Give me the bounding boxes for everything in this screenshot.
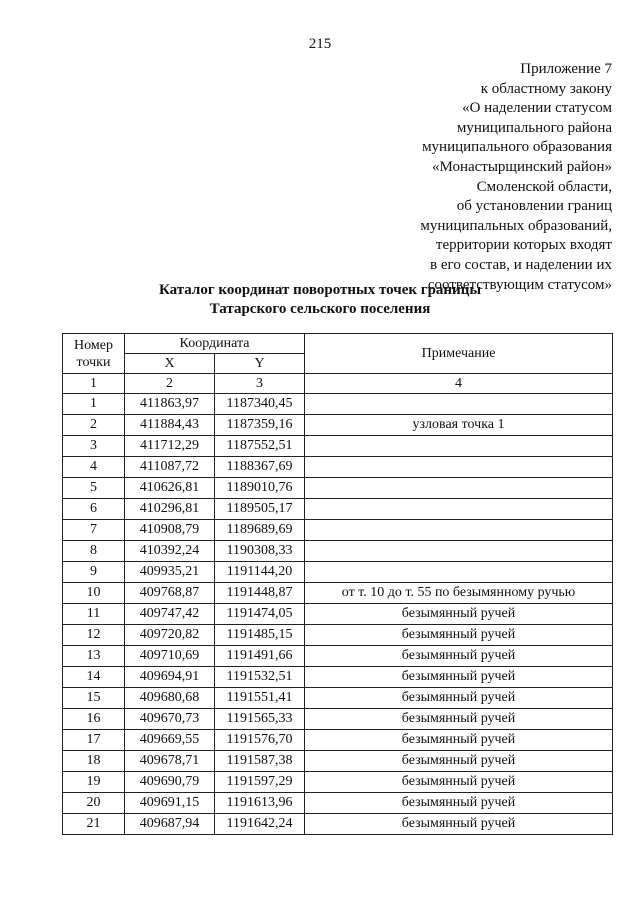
x-coordinate-cell: 410296,81	[125, 499, 215, 520]
point-number-cell: 15	[63, 688, 125, 709]
table-row	[63, 520, 613, 541]
table-row	[63, 730, 613, 751]
x-coordinate-cell: 410626,81	[125, 478, 215, 499]
y-coordinate-cell: 1189689,69	[215, 520, 305, 541]
point-number-cell: 2	[63, 415, 125, 436]
point-number-cell: 6	[63, 499, 125, 520]
note-cell	[305, 520, 613, 541]
note-cell: безымянный ручей	[305, 625, 613, 646]
point-number-cell: 21	[63, 814, 125, 835]
appendix-line: к областному закону	[480, 80, 612, 97]
note-cell	[305, 562, 613, 583]
x-coordinate-cell: 411863,97	[125, 394, 215, 415]
note-cell: безымянный ручей	[305, 709, 613, 730]
note-cell: безымянный ручей	[305, 793, 613, 814]
table-row	[63, 709, 613, 730]
point-number-cell: 3	[63, 436, 125, 457]
table-row	[63, 793, 613, 814]
note-cell: безымянный ручей	[305, 646, 613, 667]
y-coordinate-cell: 1191551,41	[215, 688, 305, 709]
y-coordinate-cell: 1191144,20	[215, 562, 305, 583]
y-coordinate-cell: 1191642,24	[215, 814, 305, 835]
y-coordinate-cell: 1191474,05	[215, 604, 305, 625]
note-cell: безымянный ручей	[305, 751, 613, 772]
point-number-cell: 5	[63, 478, 125, 499]
point-number-cell: 19	[63, 772, 125, 793]
column-number: 2	[125, 374, 215, 394]
appendix-line: территории которых входят	[435, 237, 612, 254]
y-coordinate-cell: 1191532,51	[215, 667, 305, 688]
x-coordinate-cell: 409710,69	[125, 646, 215, 667]
note-cell: безымянный ручей	[305, 667, 613, 688]
x-coordinate-cell: 410908,79	[125, 520, 215, 541]
table-row	[63, 751, 613, 772]
document-title	[0, 281, 640, 319]
point-number-cell: 8	[63, 541, 125, 562]
x-coordinate-cell: 409935,21	[125, 562, 215, 583]
x-coordinate-cell: 409768,87	[125, 583, 215, 604]
header-x: X	[125, 354, 215, 374]
note-cell: безымянный ручей	[305, 604, 613, 625]
point-number-cell: 20	[63, 793, 125, 814]
x-coordinate-cell: 409720,82	[125, 625, 215, 646]
note-cell	[305, 499, 613, 520]
appendix-line: Смоленской области,	[476, 178, 612, 195]
point-number-cell: 11	[63, 604, 125, 625]
y-coordinate-cell: 1187552,51	[215, 436, 305, 457]
x-coordinate-cell: 411712,29	[125, 436, 215, 457]
table-row	[63, 541, 613, 562]
appendix-line: «Монастырщинский район»	[431, 158, 612, 175]
x-coordinate-cell: 409669,55	[125, 730, 215, 751]
table-body	[63, 394, 613, 835]
appendix-line: Приложение 7	[520, 61, 612, 77]
point-number-cell: 13	[63, 646, 125, 667]
y-coordinate-cell: 1187340,45	[215, 394, 305, 415]
y-coordinate-cell: 1189505,17	[215, 499, 305, 520]
x-coordinate-cell: 409687,94	[125, 814, 215, 835]
coordinates-table	[62, 333, 613, 835]
note-cell: безымянный ручей	[305, 688, 613, 709]
point-number-cell: 7	[63, 520, 125, 541]
appendix-block	[312, 60, 612, 295]
table-row	[63, 667, 613, 688]
note-cell	[305, 394, 613, 415]
appendix-line: муниципальных образований,	[420, 217, 612, 234]
column-number: 1	[63, 374, 125, 394]
y-coordinate-cell: 1191491,66	[215, 646, 305, 667]
header-y: Y	[215, 354, 305, 374]
point-number-cell: 9	[63, 562, 125, 583]
appendix-line: «О наделении статусом	[462, 100, 612, 117]
column-number: 3	[215, 374, 305, 394]
appendix-line: муниципального образования	[422, 139, 612, 156]
x-coordinate-cell: 409747,42	[125, 604, 215, 625]
point-number-cell: 1	[63, 394, 125, 415]
x-coordinate-cell: 409670,73	[125, 709, 215, 730]
y-coordinate-cell: 1191587,38	[215, 751, 305, 772]
y-coordinate-cell: 1191576,70	[215, 730, 305, 751]
header-point-number: Номер точки	[63, 334, 125, 374]
title-line: Татарского сельского поселения	[209, 301, 431, 317]
x-coordinate-cell: 409691,15	[125, 793, 215, 814]
x-coordinate-cell: 409694,91	[125, 667, 215, 688]
x-coordinate-cell: 410392,24	[125, 541, 215, 562]
table-row	[63, 457, 613, 478]
point-number-cell: 12	[63, 625, 125, 646]
table-row	[63, 688, 613, 709]
table-row	[63, 583, 613, 604]
table-row	[63, 625, 613, 646]
y-coordinate-cell: 1191597,29	[215, 772, 305, 793]
table-row	[63, 646, 613, 667]
x-coordinate-cell: 409678,71	[125, 751, 215, 772]
table-row	[63, 415, 613, 436]
table-row	[63, 604, 613, 625]
table-row	[63, 562, 613, 583]
appendix-line: об установлении границ	[456, 198, 612, 215]
x-coordinate-cell: 411884,43	[125, 415, 215, 436]
point-number-cell: 17	[63, 730, 125, 751]
note-cell	[305, 436, 613, 457]
y-coordinate-cell: 1191448,87	[215, 583, 305, 604]
point-number-cell: 16	[63, 709, 125, 730]
y-coordinate-cell: 1189010,76	[215, 478, 305, 499]
note-cell	[305, 478, 613, 499]
x-coordinate-cell: 411087,72	[125, 457, 215, 478]
header-coordinates: Координата	[125, 334, 305, 354]
appendix-line: муниципального района	[456, 119, 612, 136]
note-cell: безымянный ручей	[305, 772, 613, 793]
y-coordinate-cell: 1191613,96	[215, 793, 305, 814]
note-cell: безымянный ручей	[305, 814, 613, 835]
note-cell: безымянный ручей	[305, 730, 613, 751]
title-line: Каталог координат поворотных точек границы	[158, 282, 482, 298]
note-cell: от т. 10 до т. 55 по безымянному ручью	[305, 583, 613, 604]
note-cell: узловая точка 1	[305, 415, 613, 436]
point-number-cell: 10	[63, 583, 125, 604]
point-number-cell: 14	[63, 667, 125, 688]
table-row	[63, 478, 613, 499]
page-number: 215	[308, 36, 332, 52]
table-row	[63, 499, 613, 520]
header-note: Примечание	[305, 334, 613, 374]
y-coordinate-cell: 1191485,15	[215, 625, 305, 646]
appendix-line: в его состав, и наделении их	[430, 256, 612, 273]
table-row	[63, 394, 613, 415]
table-row	[63, 772, 613, 793]
point-number-cell: 4	[63, 457, 125, 478]
y-coordinate-cell: 1191565,33	[215, 709, 305, 730]
note-cell	[305, 457, 613, 478]
y-coordinate-cell: 1188367,69	[215, 457, 305, 478]
table-row	[63, 814, 613, 835]
note-cell	[305, 541, 613, 562]
x-coordinate-cell: 409690,79	[125, 772, 215, 793]
appendix-line: соответствующим статусом»	[427, 276, 612, 293]
y-coordinate-cell: 1187359,16	[215, 415, 305, 436]
point-number-cell: 18	[63, 751, 125, 772]
table-row	[63, 436, 613, 457]
x-coordinate-cell: 409680,68	[125, 688, 215, 709]
y-coordinate-cell: 1190308,33	[215, 541, 305, 562]
column-number: 4	[305, 374, 613, 394]
